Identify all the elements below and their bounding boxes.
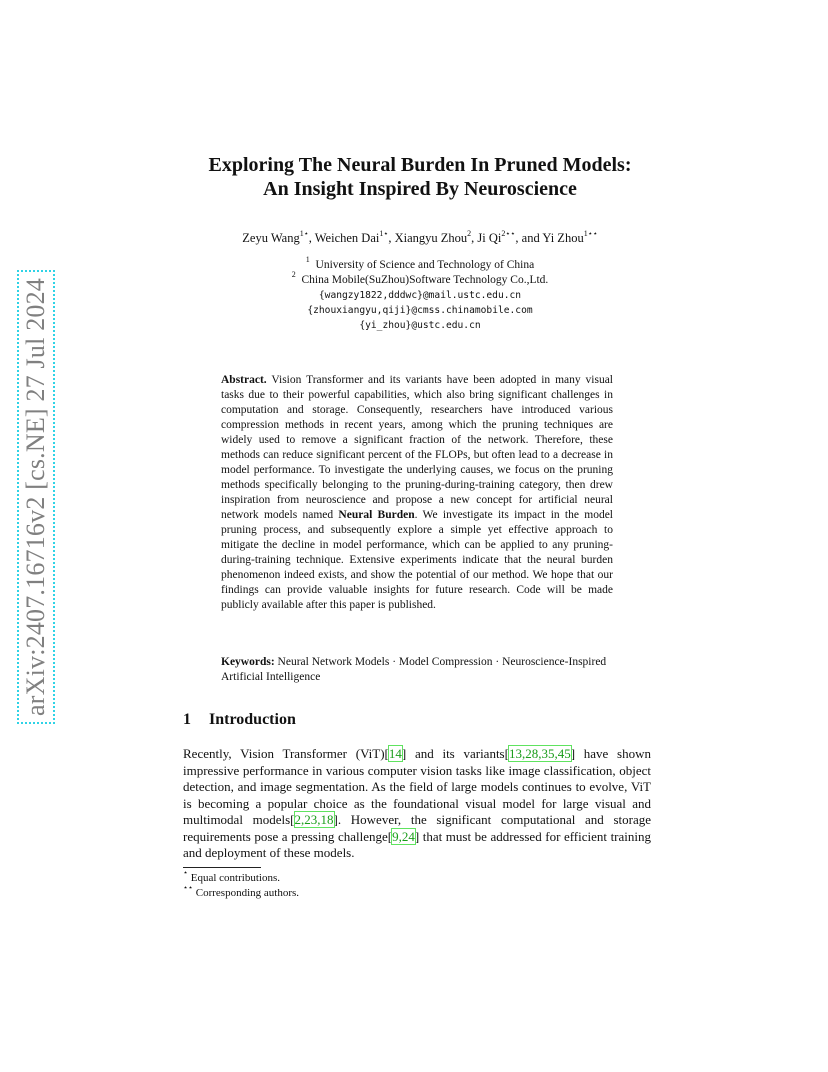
- keywords: [221, 655, 621, 685]
- section-title: Introduction: [209, 711, 296, 728]
- author-separator: , and: [515, 231, 543, 245]
- keywords-label: Keywords:: [221, 656, 275, 668]
- abstract-text-part2: . We investigate its impact in the model pruning process, and subsequently explore a simple yet effective approach to mitigate the decline in model performance, which can be applied to any pruning-during-training technique. Extensive experiments indicate that the neural burden phenomenon indeed exists, and show the potential of our method. We hope that our findings can provide valuable insights for future research. Code will be made publicly available after this paper is published.: [221, 509, 613, 611]
- title-line-2: An Insight Inspired By Neuroscience: [263, 178, 577, 200]
- author-separator: ,: [471, 231, 478, 245]
- footnote-text: Corresponding authors.: [195, 887, 300, 899]
- email-line[interactable]: {wangzy1822,dddwc}@mail.ustc.edu.cn: [318, 290, 522, 301]
- author-mark: 1⋆⋆: [583, 228, 598, 238]
- section-heading: [183, 711, 296, 729]
- footnote-mark: ⋆: [183, 868, 189, 878]
- keywords-text: Neural Network Models · Model Compression · Neuroscience-Inspired Artificial Intelligence: [221, 656, 607, 683]
- intro-text: ] and its variants[: [401, 746, 509, 761]
- affiliation-number: 1: [305, 255, 310, 265]
- arxiv-identifier[interactable]: arXiv:2407.16716v2 [cs.NE] 27 Jul 2024: [17, 270, 55, 724]
- citation-link[interactable]: 9,24: [392, 828, 415, 844]
- footnote-rule: [183, 867, 261, 868]
- author-mark: 1⋆: [299, 228, 309, 238]
- author-mark: 2: [467, 228, 472, 238]
- author-name: Zeyu Wang: [242, 231, 300, 245]
- abstract-term: Neural Burden: [338, 509, 415, 521]
- arxiv-stamp: [14, 0, 58, 1072]
- author-name: Yi Zhou: [542, 231, 584, 245]
- footnote-text: Equal contributions.: [190, 872, 280, 884]
- section-number: 1: [183, 711, 191, 728]
- email-line[interactable]: {zhouxiangyu,qiji}@cmss.chinamobile.com: [307, 305, 533, 316]
- affiliations: [150, 255, 690, 333]
- affiliation-1: [150, 255, 690, 273]
- intro-text: Recently, Vision Transformer (ViT)[: [183, 746, 389, 761]
- abstract-text-part1: Vision Transformer and its variants have been adopted in many visual tasks due to their powerful capabilities, which also bring significant challenges in computation and storage. Consequently, researchers have introduced various compression methods in recent years, among which the pruning techniques are widely used to remove a significant fraction of the network. Therefore, these methods can reduce significant percent of the FLOPs, but often lead to a decrease in model performance. To investigate the underlying causes, we focus on the pruning methods specifically belonging to the pruning-during-training category, then drew inspiration from neuroscience and propose a new concept for artificial neural network models named: [221, 374, 614, 521]
- intro-text: ]. However, the significant computational and storage requirements pose a pressing challenge[: [183, 812, 652, 844]
- affiliation-2: [150, 270, 690, 288]
- citation-link[interactable]: 13,28,35,45: [508, 746, 571, 761]
- abstract: [221, 373, 613, 613]
- citation-link[interactable]: 14: [388, 746, 402, 761]
- footnote-1: [183, 868, 299, 886]
- email-line[interactable]: {yi_zhou}@ustc.edu.cn: [359, 320, 481, 331]
- title-line-1: Exploring The Neural Burden In Pruned Models:: [208, 154, 632, 176]
- footnote-mark: ⋆⋆: [183, 883, 194, 893]
- affiliation-text: University of Science and Technology of China: [315, 259, 535, 271]
- citation-link[interactable]: 2,23,18: [294, 812, 334, 827]
- affiliation-number: 2: [291, 270, 296, 280]
- author-mark: 1⋆: [379, 228, 389, 238]
- paper-title: [150, 153, 690, 201]
- footnotes: [183, 868, 300, 901]
- author-name: Ji Qi: [477, 231, 502, 245]
- author-separator: ,: [308, 231, 315, 245]
- intro-paragraph: [183, 746, 651, 862]
- author-separator: ,: [388, 231, 395, 245]
- author-mark: 2⋆⋆: [501, 228, 516, 238]
- author-name: Weichen Dai: [314, 231, 380, 245]
- footnote-2: [183, 883, 300, 901]
- intro-text: ] have shown impressive performance in various computer vision tasks like image classification, object detection, and image segmentation. As the field of large models continues to evolve, ViT is becoming a popular choice as the foundational visual model for large visual and multimodal models[: [183, 746, 651, 827]
- author-name: Xiangyu Zhou: [394, 231, 468, 245]
- affiliation-text: China Mobile(SuZhou)Software Technology Co.,Ltd.: [301, 274, 549, 286]
- author-list: [150, 230, 690, 246]
- intro-text: ] that must be addressed for efficient training and deployment of these models.: [183, 828, 651, 860]
- abstract-label: Abstract.: [221, 374, 267, 386]
